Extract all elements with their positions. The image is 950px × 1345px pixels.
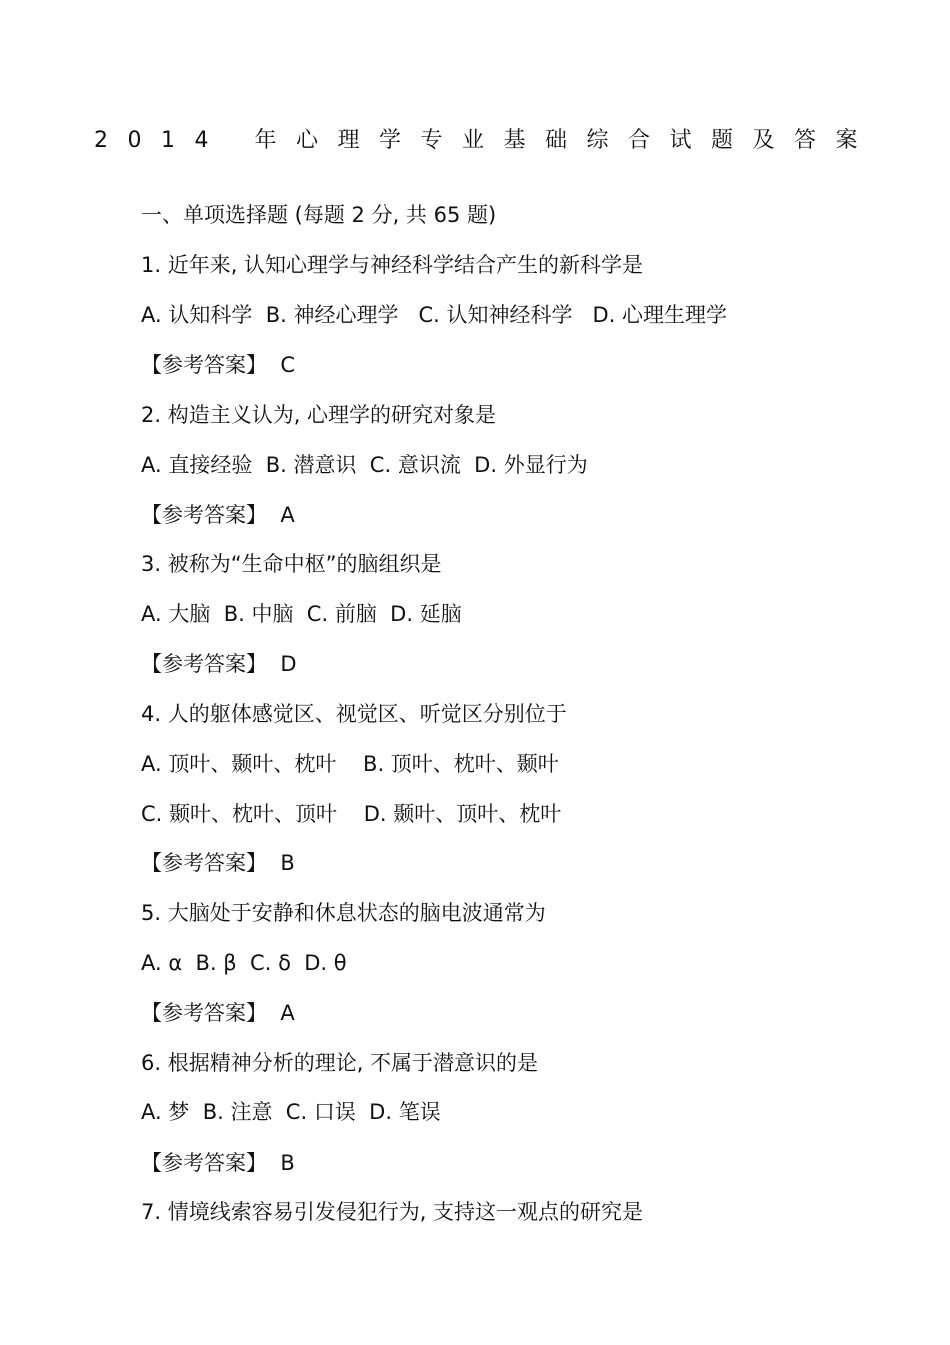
- question-7: 7. 情境线索容易引发侵犯行为, 支持这一观点的研究是: [141, 1200, 644, 1224]
- question-5-options: A. α B. β C. δ D. θ: [141, 951, 347, 975]
- question-2-answer: 【参考答案】 A: [141, 503, 295, 527]
- question-4: 4. 人的躯体感觉区、视觉区、听觉区分别位于: [141, 702, 567, 726]
- question-2: 2. 构造主义认为, 心理学的研究对象是: [141, 403, 497, 427]
- question-4-options-cd: C. 颞叶、枕叶、顶叶 D. 颞叶、顶叶、枕叶: [141, 802, 562, 826]
- section-heading: 一、单项选择题 (每题 2 分, 共 65 题): [141, 203, 497, 227]
- question-6: 6. 根据精神分析的理论, 不属于潜意识的是: [141, 1051, 539, 1075]
- question-4-options-ab: A. 顶叶、颞叶、枕叶 B. 顶叶、枕叶、颞叶: [141, 752, 559, 776]
- question-3-options: A. 大脑 B. 中脑 C. 前脑 D. 延脑: [141, 602, 462, 626]
- document-title: 2014 年心理学专业基础综合试题及答案: [94, 128, 877, 153]
- question-6-answer: 【参考答案】 B: [141, 1151, 295, 1175]
- question-1-answer: 【参考答案】 C: [141, 353, 296, 377]
- question-5-answer: 【参考答案】 A: [141, 1001, 295, 1025]
- question-3: 3. 被称为“生命中枢”的脑组织是: [141, 552, 442, 576]
- question-4-answer: 【参考答案】 B: [141, 851, 295, 875]
- question-1: 1. 近年来, 认知心理学与神经科学结合产生的新科学是: [141, 253, 644, 277]
- question-3-answer: 【参考答案】 D: [141, 652, 297, 676]
- question-1-options: A. 认知科学 B. 神经心理学 C. 认知神经科学 D. 心理生理学: [141, 303, 728, 327]
- question-5: 5. 大脑处于安静和休息状态的脑电波通常为: [141, 901, 546, 925]
- question-6-options: A. 梦 B. 注意 C. 口误 D. 笔误: [141, 1100, 441, 1124]
- question-2-options: A. 直接经验 B. 潜意识 C. 意识流 D. 外显行为: [141, 453, 588, 477]
